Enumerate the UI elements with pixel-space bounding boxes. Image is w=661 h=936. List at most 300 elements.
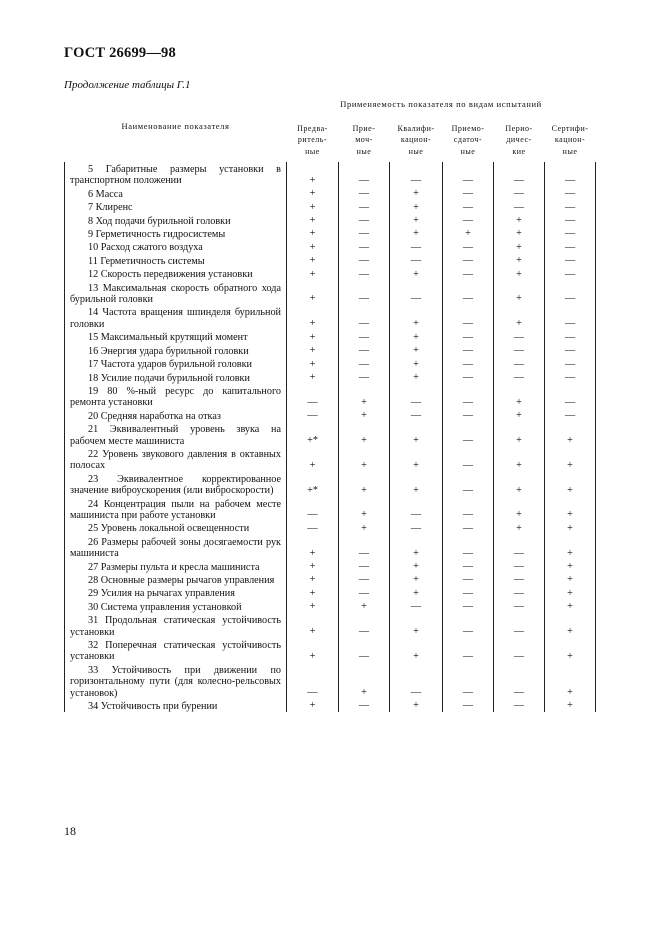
applicability-mark: + — [413, 188, 419, 200]
applicability-mark: — — [410, 522, 422, 534]
column-header-line: ные — [408, 146, 424, 156]
applicability-cell — [390, 447, 443, 472]
applicability-cell — [494, 371, 545, 384]
column-header-4 — [443, 118, 494, 162]
applicability-mark: + — [516, 484, 522, 496]
applicability-mark: — — [462, 687, 474, 699]
applicability-mark: — — [358, 547, 370, 559]
indicator-label: 34 Устойчивость при бурении — [88, 701, 218, 713]
applicability-mark: + — [465, 228, 471, 240]
applicability-mark: + — [567, 459, 573, 471]
applicability-mark: — — [462, 293, 474, 305]
applicability-mark: + — [516, 215, 522, 227]
applicability-cell — [390, 422, 443, 447]
applicability-cell — [339, 497, 390, 522]
column-header-line: сдаточ- — [453, 135, 483, 145]
indicator-label: 27 Размеры пульта и кресла машиниста — [88, 561, 260, 573]
applicability-cell — [339, 240, 390, 253]
applicability-mark: — — [307, 410, 318, 422]
applicability-mark: + — [567, 561, 573, 572]
applicability-cell — [545, 638, 596, 663]
indicator-label: 21 Эквивалентный уровень звука на рабочем месте машиниста — [70, 424, 281, 447]
applicability-mark: — — [462, 547, 474, 559]
applicability-mark: — — [462, 484, 474, 496]
applicability-mark: — — [410, 174, 422, 186]
applicability-mark: — — [307, 687, 318, 699]
table-row — [65, 638, 596, 663]
applicability-mark: + — [309, 371, 316, 383]
applicability-cell — [545, 371, 596, 384]
applicability-mark: + — [413, 626, 419, 638]
applicability-cell — [443, 409, 494, 422]
applicability-cell — [494, 573, 545, 586]
applicability-cell — [443, 535, 494, 560]
applicability-cell — [545, 227, 596, 240]
applicability-mark: + — [361, 459, 367, 471]
indicator-label: 6 Масса — [88, 188, 123, 200]
applicability-cell — [494, 240, 545, 253]
applicability-cell — [545, 267, 596, 280]
applicability-cell — [545, 281, 596, 306]
applicability-mark: — — [462, 434, 474, 446]
applicability-cell — [339, 162, 390, 187]
applicability-cell — [287, 497, 339, 522]
applicability-cell — [390, 254, 443, 267]
applicability-mark: — — [358, 700, 370, 712]
applicability-cell — [287, 357, 339, 370]
applicability-mark: — — [564, 371, 576, 383]
applicability-cell — [339, 281, 390, 306]
applicability-mark: — — [513, 331, 525, 343]
applicability-mark: — — [358, 318, 370, 330]
applicability-mark: + — [309, 561, 316, 572]
applicability-mark: — — [462, 574, 474, 586]
applicability-mark: + — [413, 331, 419, 343]
table-row — [65, 560, 596, 573]
applicability-mark: + — [309, 188, 316, 200]
indicator-label: 23 Эквивалентное корректированное значение виброускорения (или виброскорости) — [70, 473, 281, 497]
applicability-cell — [494, 472, 545, 497]
applicability-mark: — — [462, 561, 474, 572]
applicability-mark: — — [513, 587, 525, 599]
applicability-mark: — — [358, 241, 370, 253]
applicability-cell — [443, 371, 494, 384]
applicability-cell — [339, 357, 390, 370]
applicability-mark: — — [358, 255, 370, 267]
applicability-cell — [287, 344, 339, 357]
indicator-name-cell — [65, 521, 287, 534]
column-header-2 — [339, 118, 390, 162]
applicability-cell — [494, 422, 545, 447]
applicability-cell — [339, 227, 390, 240]
applicability-cell — [390, 497, 443, 522]
applicability-cell — [390, 240, 443, 253]
applicability-mark: — — [564, 345, 576, 357]
column-header-line: Перио- — [505, 123, 533, 133]
indicator-label: 18 Усилие подачи бурильной головки — [88, 372, 250, 384]
indicator-name-cell — [65, 162, 287, 187]
applicability-mark: + — [309, 601, 316, 613]
applicability-cell — [545, 663, 596, 699]
table-row — [65, 254, 596, 267]
table-header — [65, 90, 596, 162]
applicability-cell — [390, 200, 443, 213]
applicability-cell — [443, 663, 494, 699]
applicability-cell — [287, 330, 339, 343]
indicator-name-cell — [65, 281, 287, 306]
applicability-cell — [443, 187, 494, 200]
applicability-cell — [494, 521, 545, 534]
applicability-mark: + — [309, 459, 316, 471]
table-row — [65, 330, 596, 343]
applicability-mark: — — [358, 331, 370, 343]
applicability-mark: + — [516, 459, 522, 471]
applicability-mark: + — [309, 318, 316, 330]
indicator-name-cell — [65, 472, 287, 497]
applicability-mark: + — [413, 228, 419, 240]
applicability-cell — [545, 560, 596, 573]
applicability-mark: + — [413, 201, 419, 213]
applicability-cell — [339, 305, 390, 330]
indicator-label: 25 Уровень локальной освещенности — [88, 523, 250, 535]
page-number: 18 — [64, 824, 76, 838]
applicability-mark: — — [410, 396, 422, 408]
applicability-cell — [443, 240, 494, 253]
applicability-cell — [390, 214, 443, 227]
indicator-label: 12 Скорость передвижения установки — [88, 269, 253, 281]
applicability-cell — [339, 371, 390, 384]
applicability-cell — [339, 573, 390, 586]
applicability-mark: — — [462, 410, 474, 422]
table-row — [65, 586, 596, 599]
applicability-cell — [390, 409, 443, 422]
applicability-cell — [339, 638, 390, 663]
applicability-cell — [287, 240, 339, 253]
applicability-cell — [339, 187, 390, 200]
applicability-mark: + — [309, 345, 316, 357]
applicability-cell — [287, 521, 339, 534]
table-row — [65, 613, 596, 638]
applicability-mark: + — [309, 358, 316, 370]
applicability-cell — [443, 586, 494, 599]
indicator-name-cell — [65, 600, 287, 613]
applicability-mark: + — [309, 700, 316, 712]
applicability-mark: — — [462, 268, 474, 280]
applicability-cell — [390, 162, 443, 187]
applicability-cell — [390, 535, 443, 560]
indicator-name-cell — [65, 267, 287, 280]
indicator-label: 22 Уровень звукового давления в октавных полосах — [70, 448, 281, 472]
applicability-cell — [390, 357, 443, 370]
applicability-cell — [339, 663, 390, 699]
table-row — [65, 422, 596, 447]
applicability-mark: — — [358, 587, 370, 599]
indicator-name-cell — [65, 384, 287, 409]
indicator-label: 11 Герметичность системы — [88, 255, 205, 267]
indicator-label: 19 80 %-ный ресурс до капитального ремонта установки — [70, 385, 281, 409]
applicability-mark: + — [413, 574, 419, 586]
applicability-mark: — — [358, 174, 370, 186]
applicability-mark: — — [358, 371, 370, 383]
applicability-mark: — — [462, 201, 474, 213]
applicability-mark: — — [358, 201, 370, 213]
applicability-mark: + — [309, 587, 316, 599]
applicability-mark: — — [462, 509, 474, 521]
applicability-mark: + — [309, 201, 316, 213]
applicability-cell — [545, 200, 596, 213]
table-row — [65, 535, 596, 560]
indicator-label: 26 Размеры рабочей зоны досягаемости рук машиниста — [70, 536, 281, 560]
applicability-mark: + — [361, 687, 367, 699]
applicability-mark: — — [462, 587, 474, 599]
indicator-name-cell — [65, 535, 287, 560]
applicability-mark: — — [462, 626, 474, 638]
applicability-mark: + — [413, 215, 419, 227]
applicability-cell — [339, 535, 390, 560]
applicability-cell — [494, 214, 545, 227]
applicability-cell — [390, 600, 443, 613]
column-header-line: дичес- — [506, 135, 532, 145]
applicability-mark: — — [513, 574, 525, 586]
indicator-name-cell — [65, 200, 287, 213]
applicability-mark: — — [462, 396, 474, 408]
indicator-name-cell — [65, 214, 287, 227]
applicability-cell — [287, 200, 339, 213]
applicability-mark: + — [309, 228, 316, 240]
applicability-cell — [339, 384, 390, 409]
applicability-mark: — — [564, 188, 576, 200]
column-header-line: ные — [305, 146, 320, 156]
applicability-cell — [443, 214, 494, 227]
applicability-cell — [390, 187, 443, 200]
applicability-cell — [494, 357, 545, 370]
applicability-cell — [339, 330, 390, 343]
applicability-mark: + — [309, 215, 316, 227]
applicability-cell — [545, 613, 596, 638]
applicability-cell — [443, 497, 494, 522]
table-row — [65, 663, 596, 699]
applicability-cell — [287, 305, 339, 330]
applicability-cell — [339, 267, 390, 280]
applicability-mark: — — [358, 228, 370, 240]
applicability-mark: + — [516, 228, 522, 240]
applicability-cell — [443, 472, 494, 497]
applicability-cell — [390, 371, 443, 384]
table-row — [65, 573, 596, 586]
applicability-cell — [287, 409, 339, 422]
applicability-cell — [390, 330, 443, 343]
applicability-cell — [443, 267, 494, 280]
applicability-cell — [287, 447, 339, 472]
applicability-mark: + — [361, 410, 367, 422]
applicability-mark: + — [309, 255, 316, 267]
applicability-mark: — — [462, 345, 474, 357]
applicability-mark: + — [413, 358, 419, 370]
applicability-cell — [390, 384, 443, 409]
table-row — [65, 384, 596, 409]
applicability-cell — [287, 162, 339, 187]
applicability-mark: + — [516, 396, 522, 408]
applicability-cell — [545, 521, 596, 534]
applicability-cell — [545, 305, 596, 330]
column-header-line: Сертифи- — [551, 123, 589, 133]
applicability-mark: + — [567, 601, 573, 613]
applicability-cell — [494, 600, 545, 613]
applicability-cell — [494, 699, 545, 712]
applicability-cell — [287, 573, 339, 586]
applicability-mark: + — [361, 601, 367, 613]
applicability-cell — [494, 560, 545, 573]
applicability-cell — [443, 281, 494, 306]
applicability-mark: — — [513, 371, 525, 383]
applicability-mark: + — [567, 700, 573, 712]
applicability-cell — [443, 613, 494, 638]
applicability-mark: — — [513, 345, 525, 357]
applicability-mark: + — [516, 255, 522, 267]
applicability-cell — [443, 699, 494, 712]
applicability-mark: — — [462, 255, 474, 267]
applicability-mark: — — [358, 574, 370, 586]
table-row — [65, 267, 596, 280]
applicability-mark: + — [516, 318, 522, 330]
applicability-cell — [339, 699, 390, 712]
applicability-mark: — — [358, 650, 370, 662]
applicability-mark: + — [413, 700, 419, 712]
applicability-mark: + — [516, 241, 522, 253]
indicator-label: 33 Устойчивость при движении по горизонтальному пути (для колесно-рельсовых установок) — [70, 664, 281, 699]
applicability-cell — [339, 409, 390, 422]
applicability-mark: — — [564, 318, 576, 330]
applicability-mark: + — [413, 587, 419, 599]
column-header-5 — [494, 118, 545, 162]
applicability-cell — [545, 447, 596, 472]
applicability-cell — [443, 422, 494, 447]
column-header-line: Квалифи- — [397, 123, 435, 133]
applicability-mark: + — [309, 241, 316, 253]
applicability-cell — [443, 305, 494, 330]
indicator-name-cell — [65, 586, 287, 599]
applicability-mark: — — [513, 687, 525, 699]
applicability-cell — [494, 409, 545, 422]
applicability-mark: + — [516, 434, 522, 446]
applicability-mark: + — [516, 410, 522, 422]
applicability-cell — [545, 586, 596, 599]
applicability-mark: — — [513, 201, 525, 213]
applicability-cell — [287, 600, 339, 613]
applicability-mark: + — [413, 547, 419, 559]
applicability-cell — [545, 254, 596, 267]
indicator-name-cell — [65, 409, 287, 422]
applicability-cell — [494, 200, 545, 213]
applicability-mark: — — [462, 650, 474, 662]
applicability-mark: — — [564, 358, 576, 370]
table-continuation-caption: Продолжение таблицы Г.1 — [64, 79, 191, 91]
applicability-cell — [494, 254, 545, 267]
applicability-cell — [494, 305, 545, 330]
column-header-line: Предва- — [297, 123, 328, 133]
applicability-cell — [494, 187, 545, 200]
table-row — [65, 447, 596, 472]
indicator-label: 32 Поперечная статическая устойчивость установки — [70, 640, 281, 663]
applicability-mark: — — [462, 188, 474, 200]
table-row — [65, 227, 596, 240]
indicator-name-cell — [65, 638, 287, 663]
table-row — [65, 281, 596, 306]
table-body — [65, 162, 596, 712]
applicability-cell — [443, 638, 494, 663]
table-row — [65, 600, 596, 613]
applicability-cell — [390, 613, 443, 638]
applicability-cell — [545, 240, 596, 253]
applicability-mark: + — [309, 268, 316, 280]
applicability-cell — [494, 267, 545, 280]
applicability-mark: + — [361, 522, 367, 534]
column-header-line: моч- — [355, 135, 373, 145]
applicability-mark: + — [567, 509, 573, 521]
column-header-line: кацион- — [554, 135, 586, 145]
indicator-name-cell — [65, 613, 287, 638]
applicability-cell — [287, 187, 339, 200]
applicability-mark: + — [413, 459, 419, 471]
indicator-name-cell — [65, 187, 287, 200]
applicability-cell — [339, 586, 390, 599]
applicability-mark: — — [462, 215, 474, 227]
table-row — [65, 357, 596, 370]
applicability-cell — [287, 699, 339, 712]
column-header-indicator-name: Наименование показателя — [121, 121, 230, 131]
applicability-cell — [443, 330, 494, 343]
applicability-cell — [390, 281, 443, 306]
applicability-mark: + — [413, 484, 419, 496]
indicator-label: 20 Средняя наработка на отказ — [88, 410, 221, 422]
indicator-label: 16 Энергия удара бурильной головки — [88, 345, 249, 357]
applicability-cell — [545, 600, 596, 613]
applicability-cell — [545, 187, 596, 200]
applicability-cell — [443, 560, 494, 573]
applicability-mark: — — [564, 331, 576, 343]
document-title: ГОСТ 26699—98 — [64, 45, 176, 61]
applicability-cell — [339, 214, 390, 227]
applicability-mark: + — [309, 626, 316, 638]
column-header-line: кие — [512, 146, 526, 156]
applicability-mark: +* — [307, 434, 318, 446]
applicability-mark: — — [358, 345, 370, 357]
indicator-label: 31 Продольная статическая устойчивость установки — [70, 615, 281, 638]
applicability-cell — [287, 613, 339, 638]
applicability-mark: — — [358, 561, 370, 572]
indicator-label: 30 Система управления установкой — [88, 601, 242, 613]
applicability-cell — [390, 586, 443, 599]
applicability-cell — [545, 422, 596, 447]
indicator-name-cell — [65, 371, 287, 384]
table-row — [65, 344, 596, 357]
column-header-line: ритель- — [297, 135, 328, 145]
applicability-cell — [545, 535, 596, 560]
applicability-cell — [390, 267, 443, 280]
applicability-mark: — — [564, 215, 576, 227]
indicator-name-cell — [65, 227, 287, 240]
applicability-mark: — — [462, 174, 474, 186]
column-header-3 — [390, 118, 443, 162]
applicability-mark: — — [358, 188, 370, 200]
applicability-mark: + — [567, 547, 573, 559]
table-row — [65, 497, 596, 522]
applicability-cell — [390, 663, 443, 699]
column-header-line: ные — [460, 146, 476, 156]
applicability-mark: — — [513, 626, 525, 638]
column-header-1 — [287, 118, 339, 162]
applicability-mark: — — [564, 241, 576, 253]
